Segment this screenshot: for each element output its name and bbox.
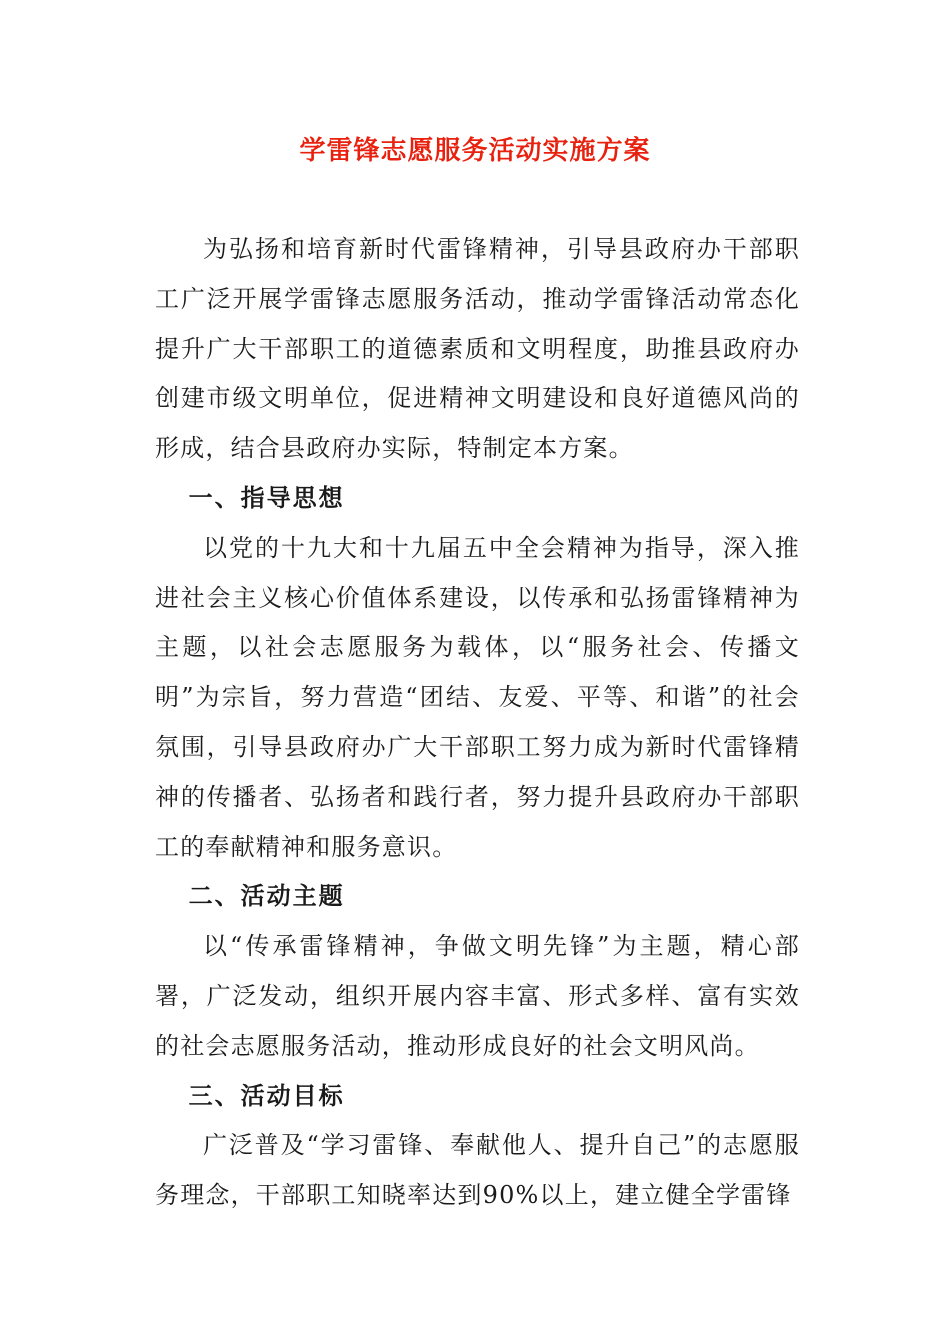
document-body xyxy=(155,225,800,1221)
section-paragraph-activity-theme: 以“传承雷锋精神，争做文明先锋”为主题，精心部署，广泛发动，组织开展内容丰富、形式多样、富有实效的社会志愿服务活动，推动形成良好的社会文明风尚。 xyxy=(155,932,800,1060)
section-heading-activity-theme: 二、活动主题 xyxy=(188,882,345,911)
section-paragraph-guiding-thought: 以党的十九大和十九届五中全会精神为指导，深入推进社会主义核心价值体系建设，以传承和弘扬雷锋精神为主题，以社会志愿服务为载体，以“服务社会、传播文明”为宗旨，努力营造“团结、友爱、平等、和谐”的社会氛围，引导县政府办广大干部职工努力成为新时代雷锋精神的传播者、弘扬者和践行者，努力提升县政府办干部职工的奉献精神和服务意识。 xyxy=(155,533,800,861)
document-title: 学雷锋志愿服务活动实施方案 xyxy=(299,136,651,166)
section-paragraph-activity-goal: 广泛普及“学习雷锋、奉献他人、提升自己”的志愿服务理念，干部职工知晓率达到90%以上，建立健全学雷锋 xyxy=(155,1131,800,1210)
section-heading-guiding-thought: 一、指导思想 xyxy=(188,483,345,512)
section-heading-activity-goal: 三、活动目标 xyxy=(188,1081,345,1110)
intro-paragraph: 为弘扬和培育新时代雷锋精神，引导县政府办干部职工广泛开展学雷锋志愿服务活动，推动学雷锋活动常态化提升广大干部职工的道德素质和文明程度，助推县政府办创建市级文明单位，促进精神文明建设和良好道德风尚的形成，结合县政府办实际，特制定本方案。 xyxy=(155,235,800,463)
